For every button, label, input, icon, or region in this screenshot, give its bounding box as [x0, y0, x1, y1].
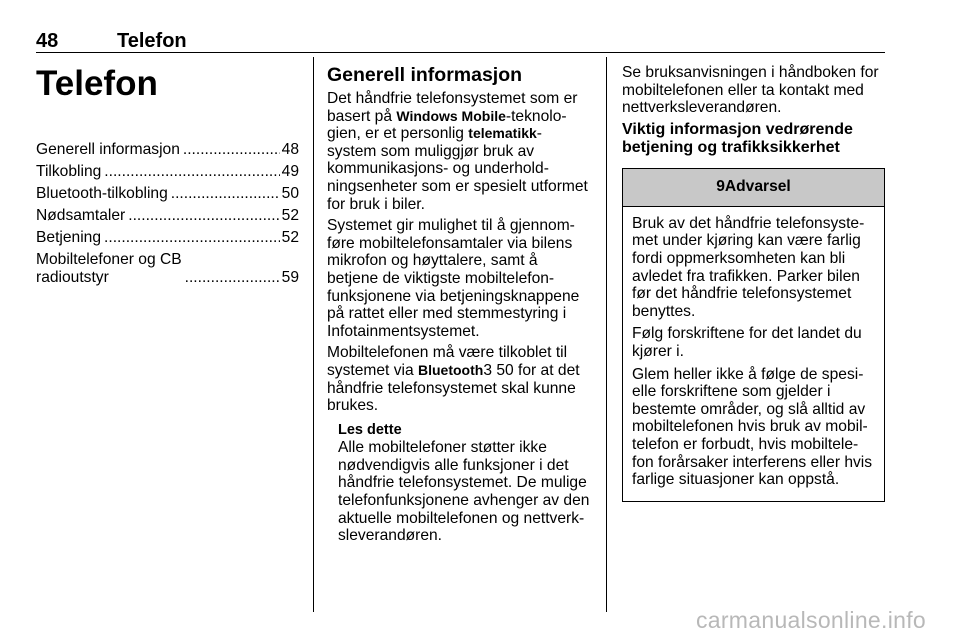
note-box	[338, 422, 591, 545]
toc-leader	[128, 207, 279, 225]
right-column	[622, 64, 885, 502]
toc-leader	[104, 229, 280, 247]
toc-item[interactable]	[36, 141, 299, 159]
toc-item[interactable]	[36, 163, 299, 181]
warning-icon: 9	[716, 178, 725, 196]
toc-page-number: 59	[281, 269, 299, 287]
note-text: Alle mobiltelefoner støtter ikke nødvendigvis alle funksjoner i det håndfrie telefonsystemet. De mulige telefonfunksjonene avhenger av den aktuelle mobiltelefonen og nettverk- sleverandøren.	[338, 439, 590, 545]
paragraph: Mobiltelefonen må være tilkoblet til systemet via Bluetooth3 50 for at det håndfrie telefonsystemet skal kunne brukes.	[327, 344, 580, 415]
bold-term: Bluetooth	[418, 361, 484, 378]
toc-item[interactable]	[36, 251, 299, 286]
column-divider	[606, 57, 607, 612]
toc-page-number: 52	[281, 207, 299, 225]
note-title: Les dette	[338, 421, 402, 438]
toc-item[interactable]	[36, 207, 299, 225]
toc-item-title: Mobiltelefoner og CB radioutstyr	[36, 251, 182, 287]
toc-item-title: Betjening	[36, 229, 102, 247]
page-header	[36, 30, 885, 53]
warning-paragraph: Følg forskriftene for det landet du kjører i.	[632, 325, 862, 360]
toc-page-number: 52	[281, 229, 299, 247]
toc-column	[36, 64, 299, 291]
toc-leader	[104, 163, 279, 181]
toc-leader	[183, 141, 280, 159]
warning-body	[623, 207, 884, 501]
toc-leader	[171, 185, 280, 203]
toc-item[interactable]	[36, 185, 299, 203]
toc-item-title: Nødsamtaler	[36, 207, 126, 225]
chapter-title: Telefon	[36, 64, 158, 103]
toc-page-number: 49	[281, 163, 299, 181]
toc-page-number: 48	[281, 141, 299, 158]
paragraph: Se bruksanvisningen i håndboken for mobiltelefonen eller ta kontakt med nettverksleverandøren.	[622, 64, 879, 117]
section-heading: Generell informasjon	[327, 64, 523, 86]
arrow-icon: 3	[483, 361, 493, 379]
toc-item-title: Bluetooth-tilkobling	[36, 185, 168, 203]
toc-item-title: Tilkobling	[36, 163, 102, 181]
warning-paragraph: Glem heller ikke å følge de spesi- elle forskriftene som gjelder i bestemte områder, og slå alltid av mobiltelefonen hvis bruk av mobil- telefon er forbudt, hvis mobiltele- fon forårsaker interferens eller hvis farlige situasjoner kan oppstå.	[632, 365, 873, 489]
page-number: 48	[36, 30, 59, 52]
table-of-contents	[36, 141, 299, 287]
toc-item-title: Generell informasjon	[36, 141, 180, 158]
toc-leader	[185, 269, 280, 287]
main-column	[327, 64, 591, 545]
bold-term: telematikk	[468, 125, 537, 142]
paragraph: Systemet gir mulighet til å gjennom- føre mobiltelefonsamtaler via bilens mikrofon og høyttalere, samt å betjene de viktigste mobiltelefon- funksjonene via betjeningsknappene på rattet eller med stemmestyring i Infotainmentsystemet.	[327, 217, 580, 340]
warning-title: Advarsel	[724, 178, 791, 196]
watermark: carmanualsonline.info	[695, 607, 926, 633]
running-title: Telefon	[117, 30, 187, 52]
warning-paragraph: Bruk av det håndfrie telefonsyste- met under kjøring kan være farlig fordi oppmerksomheten kan bli avledet fra trafikken. Parker bilen før det håndfrie telefonsystemet benyttes.	[632, 214, 865, 320]
bold-term: Windows Mobile	[396, 107, 506, 124]
paragraph: Det håndfrie telefonsystemet som er basert på Windows Mobile-teknolo- gien, er et personlig telematikk- system som muliggjør bruk av kommunikasjons- og underhold- ningsenheter som er spesielt utformet for bruk i biler.	[327, 90, 588, 213]
subheading: Viktig informasjon vedrørende betjening og trafikksikkerhet	[622, 120, 853, 156]
toc-item[interactable]	[36, 229, 299, 247]
warning-header	[623, 169, 884, 207]
column-divider	[313, 57, 314, 612]
warning-box	[622, 168, 885, 502]
toc-page-number: 50	[281, 185, 299, 203]
